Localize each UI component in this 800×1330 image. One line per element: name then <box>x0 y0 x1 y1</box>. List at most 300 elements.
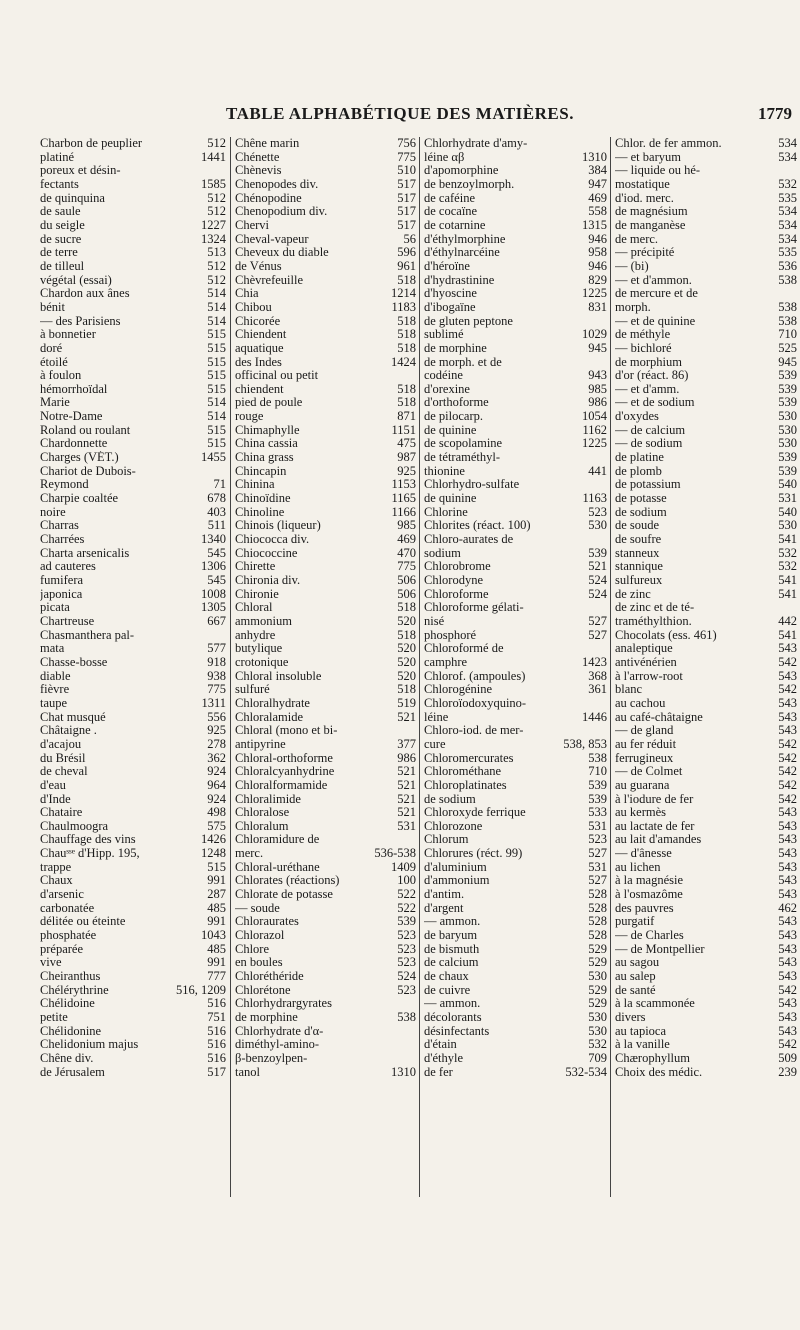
entry-page: 1162 <box>582 423 607 437</box>
entry-page: 542 <box>778 683 797 697</box>
index-entry <box>424 315 607 329</box>
index-entry <box>615 970 797 984</box>
entry-term: fectants <box>40 177 79 191</box>
entry-page: 991 <box>207 915 226 929</box>
entry-page: 530 <box>588 970 607 984</box>
entry-term: Chlorobrome <box>424 560 491 574</box>
entry-page: 524 <box>588 574 607 587</box>
index-entry <box>424 997 607 1011</box>
index-entry <box>40 301 226 315</box>
entry-page: 1225 <box>582 437 607 451</box>
entry-term: stanneux <box>615 546 660 560</box>
entry-page <box>223 465 226 479</box>
entry-term: Chariot de Dubois- <box>40 464 136 478</box>
entry-page: 531 <box>397 819 416 833</box>
entry-page: 1324 <box>201 232 226 246</box>
entry-term: de fer <box>424 1065 453 1079</box>
index-entry <box>40 410 226 424</box>
entry-term: au lichen <box>615 860 661 874</box>
entry-page: 485 <box>207 901 226 915</box>
index-entry <box>615 492 797 506</box>
entry-page <box>604 315 607 329</box>
index-entry <box>40 765 226 779</box>
index-entry <box>424 328 607 342</box>
entry-page: 938 <box>207 669 226 683</box>
entry-page: 530 <box>588 1024 607 1038</box>
entry-page: 1455 <box>201 451 226 465</box>
index-entry <box>235 615 416 629</box>
entry-page <box>604 533 607 547</box>
index-entry <box>424 711 607 725</box>
entry-term: Chlorodyne <box>424 574 484 587</box>
index-entry <box>40 356 226 370</box>
entry-term: de morphine <box>424 341 487 355</box>
index-entry <box>235 219 416 233</box>
entry-page: 534 <box>778 232 797 246</box>
entry-term: d'orexine <box>424 382 470 396</box>
index-entry <box>424 219 607 233</box>
entry-term: de potassium <box>615 478 681 492</box>
entry-term: Chêne marin <box>235 137 300 150</box>
entry-term: Chêne div. <box>40 1051 94 1065</box>
entry-term: Chervi <box>235 218 270 232</box>
index-entry <box>235 260 416 274</box>
entry-term: de platine <box>615 451 664 465</box>
entry-page: 521 <box>588 560 607 574</box>
entry-page: 540 <box>778 505 797 519</box>
index-entry <box>235 315 416 329</box>
entry-page: 523 <box>397 929 416 943</box>
entry-term: Chlore <box>235 942 270 956</box>
entry-term: de manganèse <box>615 218 686 232</box>
index-entry <box>615 929 797 943</box>
entry-page: 1340 <box>201 533 226 547</box>
entry-term: Chlorhydrate d'amy- <box>424 137 528 150</box>
entry-term: Chasmanthera pal- <box>40 628 135 642</box>
index-entry <box>235 888 416 902</box>
index-entry <box>424 1038 607 1052</box>
entry-term: China grass <box>235 451 294 465</box>
entry-page: 530 <box>778 519 797 533</box>
entry-term: Chauffage des vins <box>40 833 136 847</box>
index-entry <box>235 356 416 370</box>
index-entry <box>235 342 416 356</box>
entry-page: 751 <box>207 1011 226 1024</box>
index-entry <box>615 642 797 656</box>
entry-term: de quinine <box>424 423 477 437</box>
page-header <box>0 104 800 134</box>
entry-page: 958 <box>588 246 607 260</box>
entry-term: Chénopodine <box>235 191 302 205</box>
entry-page <box>794 164 797 178</box>
entry-term: Chlorhydrargyrates <box>235 997 332 1011</box>
entry-page: 377 <box>397 737 416 751</box>
entry-term: cure <box>424 737 446 751</box>
entry-term: codéine <box>424 369 463 383</box>
entry-term: Chlor. de fer ammon. <box>615 137 722 150</box>
entry-term: diméthyl-amino- <box>235 1038 320 1052</box>
entry-term: Charras <box>40 519 79 533</box>
entry-page: 534 <box>778 205 797 219</box>
index-entry <box>615 997 797 1011</box>
entry-page: 709 <box>588 1051 607 1065</box>
entry-term: de mercure et de <box>615 287 698 301</box>
index-entry <box>40 533 226 547</box>
index-entry <box>235 1066 416 1080</box>
entry-term: de méthyle <box>615 328 671 342</box>
index-entry <box>40 956 226 970</box>
entry-page: 542 <box>778 655 797 669</box>
entry-page: 678 <box>207 492 226 506</box>
entry-term: délitée ou éteinte <box>40 915 126 929</box>
index-entry <box>615 437 797 451</box>
entry-page <box>223 629 226 643</box>
index-entry <box>424 642 607 656</box>
entry-term: à la vanille <box>615 1038 670 1052</box>
entry-term: du Brésil <box>40 751 86 765</box>
index-entry <box>424 1066 607 1080</box>
entry-term: Chloralose <box>235 806 290 820</box>
index-entry <box>424 615 607 629</box>
entry-term: de soude <box>615 519 660 533</box>
entry-term: de chaux <box>424 970 469 984</box>
index-entry <box>235 533 416 547</box>
entry-page <box>413 997 416 1011</box>
entry-page: 514 <box>207 314 226 328</box>
index-entry <box>235 301 416 315</box>
entry-page: 530 <box>778 437 797 451</box>
entry-page: 543 <box>778 956 797 970</box>
entry-page: 777 <box>207 970 226 984</box>
entry-term: d'Inde <box>40 792 71 806</box>
index-entry <box>40 806 226 820</box>
entry-term: — et d'amm. <box>615 382 680 396</box>
entry-page: 523 <box>588 505 607 519</box>
entry-page: 534 <box>778 150 797 164</box>
entry-term: de zinc <box>615 587 651 601</box>
entry-page: 542 <box>778 765 797 779</box>
entry-page: 522 <box>397 901 416 915</box>
index-entry <box>424 861 607 875</box>
index-entry <box>40 833 226 847</box>
entry-page: 1054 <box>582 410 607 424</box>
entry-term: vive <box>40 956 62 970</box>
entry-page: 521 <box>397 806 416 820</box>
index-entry <box>40 492 226 506</box>
entry-page: 469 <box>588 191 607 205</box>
index-entry <box>40 560 226 574</box>
entry-term: pied de poule <box>235 396 303 410</box>
entry-term: Chloralum <box>235 819 289 833</box>
entry-term: — et de quinine <box>615 314 696 328</box>
entry-page: 539 <box>588 792 607 806</box>
entry-page: 532 <box>778 560 797 574</box>
entry-page: 543 <box>778 888 797 902</box>
entry-term: sublimé <box>424 328 464 342</box>
entry-page: 521 <box>397 778 416 792</box>
entry-page: 515 <box>207 355 226 369</box>
entry-term: Chinoïdine <box>235 492 291 506</box>
index-entry <box>424 410 607 424</box>
entry-page: 543 <box>778 819 797 833</box>
entry-term: Reymond <box>40 478 89 492</box>
entry-page: 528 <box>588 929 607 943</box>
index-entry <box>424 437 607 451</box>
index-entry <box>235 574 416 588</box>
index-entry <box>424 970 607 984</box>
index-entry <box>615 683 797 697</box>
index-entry <box>424 670 607 684</box>
entry-term: sulfuré <box>235 683 270 697</box>
index-entry <box>615 806 797 820</box>
entry-term: antipyrine <box>235 737 286 751</box>
entry-page: 522 <box>397 888 416 902</box>
index-entry <box>235 902 416 916</box>
index-entry <box>235 383 416 397</box>
entry-term: d'acajou <box>40 737 82 751</box>
entry-page: 1248 <box>201 847 226 861</box>
entry-page <box>604 642 607 656</box>
entry-page: 518 <box>397 273 416 287</box>
entry-page: 985 <box>588 382 607 396</box>
entry-term: de bismuth <box>424 942 480 956</box>
entry-page: 531 <box>588 860 607 874</box>
entry-term: de pilocarp. <box>424 410 484 424</box>
index-column-4 <box>610 137 800 1197</box>
entry-page: 987 <box>397 451 416 465</box>
entry-page: 543 <box>778 915 797 929</box>
entry-page: 506 <box>397 587 416 601</box>
entry-page: 361 <box>588 683 607 697</box>
entry-page: 1585 <box>201 177 226 191</box>
entry-term: au sagou <box>615 956 660 970</box>
index-entry <box>424 356 607 370</box>
index-entry <box>40 287 226 301</box>
entry-page: 523 <box>397 983 416 997</box>
entry-page: 538 <box>778 314 797 328</box>
entry-page: 1441 <box>201 150 226 164</box>
entry-page: 986 <box>397 751 416 765</box>
entry-page: 518 <box>397 601 416 615</box>
entry-term: du seigle <box>40 218 85 232</box>
entry-page: 518 <box>397 382 416 396</box>
entry-page: 536-538 <box>374 847 416 861</box>
entry-term: Chloralhydrate <box>235 696 310 710</box>
entry-page: 510 <box>397 164 416 178</box>
entry-page: 520 <box>397 655 416 669</box>
entry-page: 527 <box>588 614 607 628</box>
index-entry <box>40 929 226 943</box>
entry-term: Chardon aux ânes <box>40 287 130 301</box>
entry-term: — précipité <box>615 246 675 260</box>
entry-page <box>604 137 607 151</box>
index-entry <box>40 1011 226 1025</box>
index-entry <box>40 601 226 615</box>
entry-page: 542 <box>778 792 797 806</box>
entry-term: Choix des médic. <box>615 1065 703 1079</box>
index-entry <box>40 820 226 834</box>
entry-term: Chélidonine <box>40 1024 102 1038</box>
entry-page: 543 <box>778 1024 797 1038</box>
page-title: TABLE ALPHABÉTIQUE DES MATIÈRES. <box>226 104 574 123</box>
entry-term: — de gland <box>615 724 674 738</box>
entry-page: 532 <box>588 1038 607 1052</box>
entry-term: Chloroïodoxyquino- <box>424 696 527 710</box>
entry-term: d'ammonium <box>424 874 490 888</box>
entry-term: Chlorhydrate d'α- <box>235 1024 324 1038</box>
index-entry <box>615 342 797 356</box>
entry-term: Chenopodes div. <box>235 177 319 191</box>
entry-page: 925 <box>397 464 416 478</box>
entry-page: 539 <box>778 464 797 478</box>
entry-page: 543 <box>778 642 797 656</box>
entry-term: d'éthylnarcéine <box>424 246 500 260</box>
entry-term: Chloromercurates <box>424 751 514 765</box>
index-entry <box>40 724 226 738</box>
entry-page: 470 <box>397 546 416 560</box>
index-entry <box>615 984 797 998</box>
entry-page: 521 <box>397 792 416 806</box>
index-entry <box>424 888 607 902</box>
entry-page: 518 <box>397 628 416 642</box>
entry-term: de merc. <box>615 232 659 246</box>
index-entry <box>235 205 416 219</box>
index-entry <box>235 806 416 820</box>
entry-term: de scopolamine <box>424 437 503 451</box>
index-entry <box>424 738 607 752</box>
index-entry <box>235 369 416 383</box>
entry-term: de caféine <box>424 191 476 205</box>
entry-page: 530 <box>588 519 607 533</box>
index-entry <box>615 178 797 192</box>
entry-page: 535 <box>778 246 797 260</box>
index-entry <box>615 656 797 670</box>
entry-term: trappe <box>40 860 72 874</box>
entry-page <box>413 724 416 738</box>
index-entry <box>40 847 226 861</box>
entry-term: Chloraurates <box>235 915 299 929</box>
entry-page <box>604 601 607 615</box>
index-entry <box>40 997 226 1011</box>
entry-page: 528 <box>588 915 607 929</box>
entry-page: 756 <box>397 137 416 150</box>
entry-page <box>604 451 607 465</box>
index-entry <box>424 574 607 588</box>
entry-page: 56 <box>403 232 416 246</box>
index-entry <box>235 779 416 793</box>
entry-term: ammonium <box>235 614 292 628</box>
entry-term: Chaulmoogra <box>40 819 109 833</box>
entry-page: 543 <box>778 833 797 847</box>
entry-term: Cheiranthus <box>40 970 101 984</box>
entry-term: de zinc et de té- <box>615 601 695 615</box>
entry-term: Charta arsenicalis <box>40 546 130 560</box>
entry-term: décolorants <box>424 1011 482 1024</box>
entry-term: préparée <box>40 942 84 956</box>
index-entry <box>235 601 416 615</box>
entry-term: Chloral-orthoforme <box>235 751 333 765</box>
index-entry <box>40 383 226 397</box>
index-entry <box>424 192 607 206</box>
entry-page: 520 <box>397 642 416 656</box>
entry-term: de baryum <box>424 929 478 943</box>
entry-page: 1225 <box>582 287 607 301</box>
entry-term: d'eau <box>40 778 66 792</box>
entry-page: 533 <box>588 806 607 820</box>
index-entry <box>40 1052 226 1066</box>
index-entry <box>615 396 797 410</box>
entry-page: 543 <box>778 1011 797 1024</box>
index-entry <box>424 151 607 165</box>
index-entry <box>40 915 226 929</box>
entry-term: d'oxydes <box>615 410 659 424</box>
index-entry <box>615 615 797 629</box>
entry-page: 925 <box>207 724 226 738</box>
entry-term: Chinoline <box>235 505 285 519</box>
entry-term: Charrées <box>40 533 85 547</box>
index-entry <box>40 451 226 465</box>
index-entry <box>40 233 226 247</box>
index-entry <box>235 861 416 875</box>
entry-term: Chibou <box>235 300 272 314</box>
entry-term: Chénette <box>235 150 280 164</box>
index-entry <box>615 752 797 766</box>
index-entry <box>424 424 607 438</box>
entry-page: 545 <box>207 574 226 587</box>
entry-page: 512 <box>207 191 226 205</box>
entry-term: léine <box>424 710 449 724</box>
index-entry <box>40 315 226 329</box>
entry-term: d'apomorphine <box>424 164 499 178</box>
index-entry <box>235 847 416 861</box>
entry-term: de cocaïne <box>424 205 478 219</box>
entry-page: 515 <box>207 369 226 383</box>
entry-page: 541 <box>778 628 797 642</box>
entry-page: 530 <box>778 423 797 437</box>
entry-term: crotonique <box>235 655 289 669</box>
index-entry <box>235 588 416 602</box>
entry-page: 498 <box>207 806 226 820</box>
entry-page: 986 <box>588 396 607 410</box>
index-entry <box>424 233 607 247</box>
entry-term: Chloroformé de <box>424 642 504 656</box>
entry-page <box>413 833 416 847</box>
entry-term: ad cauteres <box>40 560 96 574</box>
entry-term: de tilleul <box>40 259 85 273</box>
entry-page <box>794 287 797 301</box>
index-entry <box>615 847 797 861</box>
index-entry <box>235 233 416 247</box>
entry-term: Charges (VÉT.) <box>40 451 119 465</box>
entry-term: Charpie coaltée <box>40 492 119 506</box>
entry-page: 1151 <box>391 423 416 437</box>
index-entry <box>40 861 226 875</box>
index-entry <box>235 246 416 260</box>
index-entry <box>615 1066 797 1080</box>
index-entry <box>40 888 226 902</box>
entry-term: hémorrhoïdal <box>40 382 108 396</box>
index-entry <box>40 151 226 165</box>
index-entry <box>424 492 607 506</box>
entry-term: traméthylthion. <box>615 614 692 628</box>
index-entry <box>424 1025 607 1039</box>
entry-term: au kermès <box>615 806 667 820</box>
entry-term: au fer réduit <box>615 737 677 751</box>
index-entry <box>235 274 416 288</box>
entry-term: chiendent <box>235 382 284 396</box>
index-entry <box>235 683 416 697</box>
index-entry <box>235 328 416 342</box>
